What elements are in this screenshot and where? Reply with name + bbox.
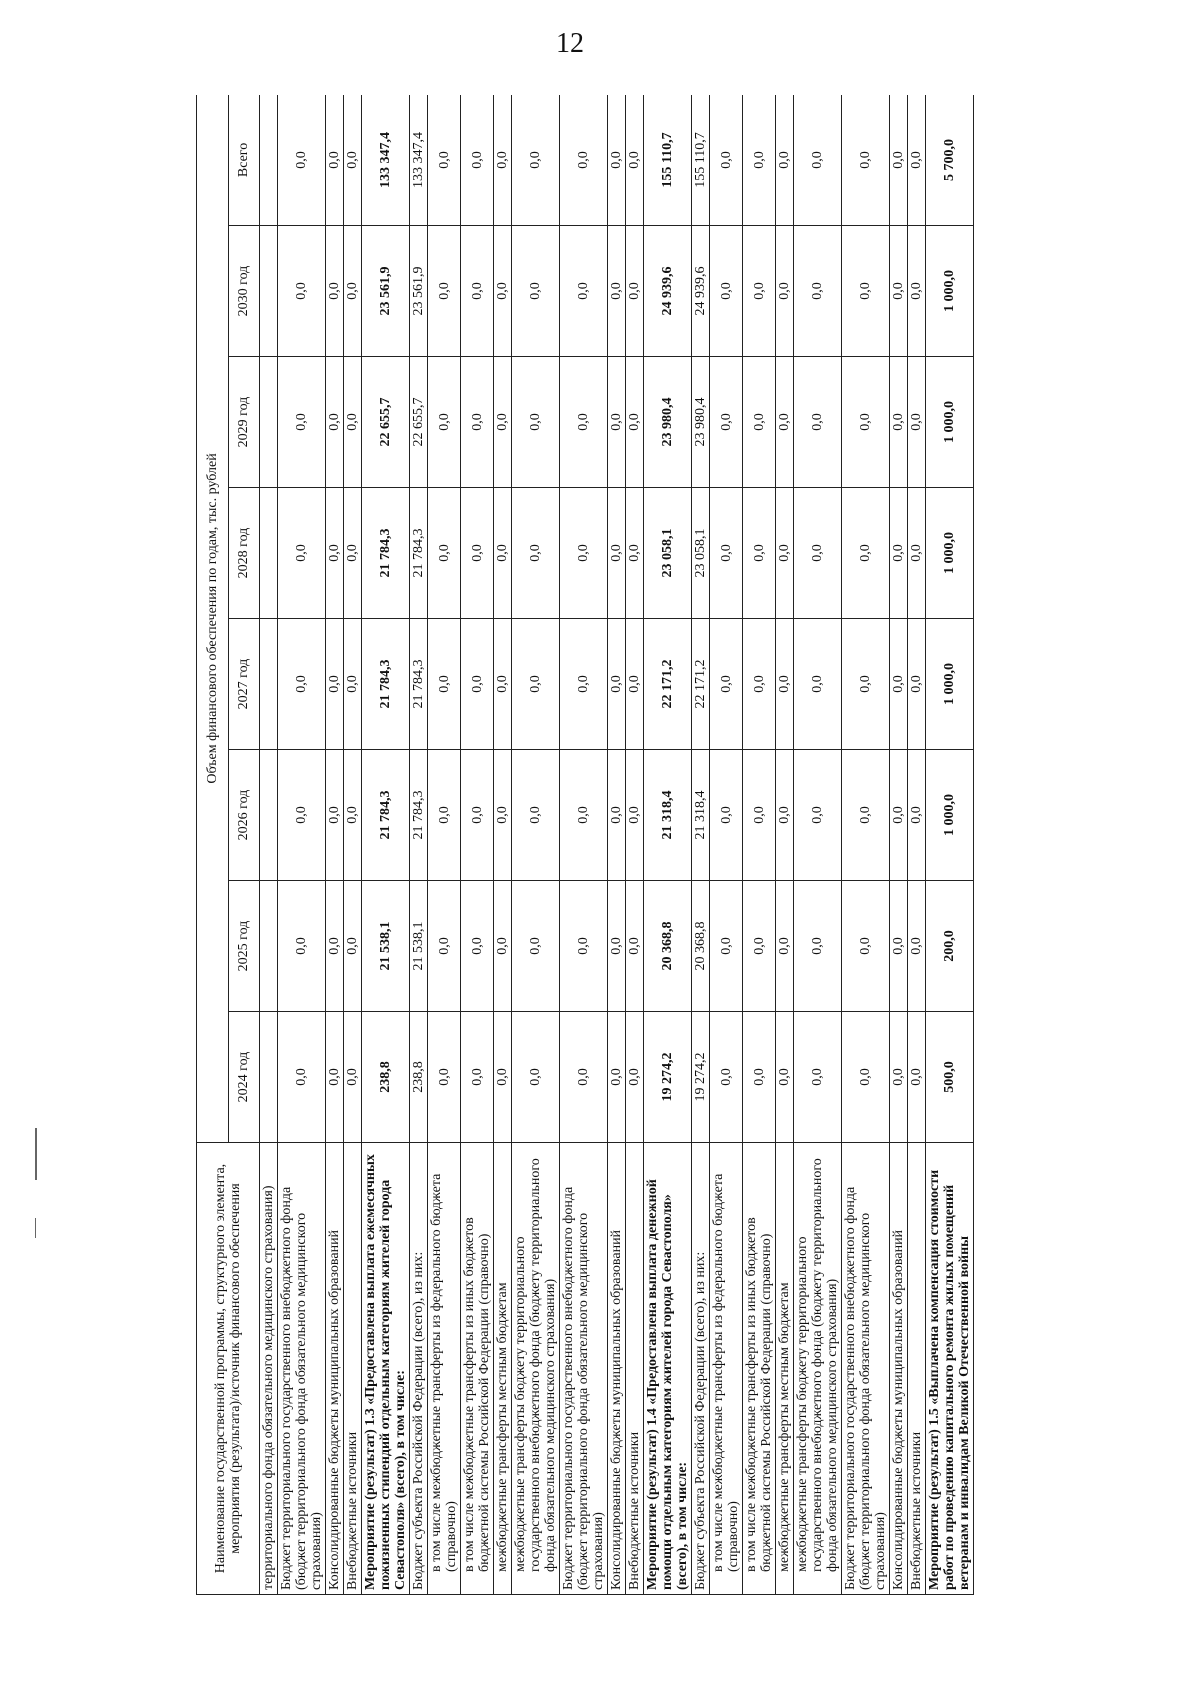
row-value-cell: 0,0 — [512, 226, 560, 357]
row-value-cell: 0,0 — [890, 488, 908, 619]
table-row — [326, 95, 344, 1595]
row-value-cell: 0,0 — [776, 488, 794, 619]
table-row — [842, 95, 890, 1595]
row-value-cell: 0,0 — [278, 619, 326, 750]
row-name-cell: Бюджет территориального государственного внебюджетного фонда (бюджет территориального фонда обязательного медицинского страхования) — [842, 1143, 890, 1595]
row-value-cell: 0,0 — [842, 95, 890, 226]
row-value-cell: 19 274,2 — [644, 1012, 692, 1143]
row-value-cell: 0,0 — [278, 95, 326, 226]
row-value-cell: 22 171,2 — [692, 619, 710, 750]
row-value-cell: 0,0 — [428, 357, 461, 488]
row-value-cell: 0,0 — [908, 881, 926, 1012]
row-value-cell: 0,0 — [743, 357, 776, 488]
row-value-cell: 0,0 — [344, 488, 362, 619]
row-value-cell: 0,0 — [890, 619, 908, 750]
header-year-cell: 2029 год — [228, 357, 260, 488]
row-value-cell: 0,0 — [560, 1012, 608, 1143]
row-value-cell: 0,0 — [494, 619, 512, 750]
row-value-cell: 0,0 — [461, 619, 494, 750]
row-value-cell: 0,0 — [512, 881, 560, 1012]
table-row — [278, 95, 326, 1595]
row-value-cell: 0,0 — [626, 357, 644, 488]
scan-margin-mark — [35, 1218, 36, 1238]
header-year-cell: 2026 год — [228, 750, 260, 881]
row-value-cell: 24 939,6 — [644, 226, 692, 357]
row-value-cell: 0,0 — [428, 881, 461, 1012]
row-value-cell: 5 700,0 — [926, 95, 974, 226]
row-name-cell: в том числе межбюджетные трансферты из федерального бюджета (справочно) — [428, 1143, 461, 1595]
table-row — [908, 95, 926, 1595]
row-value-cell: 0,0 — [560, 750, 608, 881]
row-value-cell — [260, 619, 278, 750]
row-value-cell: 0,0 — [461, 750, 494, 881]
row-value-cell: 0,0 — [344, 357, 362, 488]
row-value-cell: 0,0 — [776, 750, 794, 881]
row-value-cell: 0,0 — [626, 95, 644, 226]
row-value-cell: 0,0 — [776, 881, 794, 1012]
row-value-cell: 21 784,3 — [410, 750, 428, 881]
table-row — [494, 95, 512, 1595]
row-value-cell: 0,0 — [842, 357, 890, 488]
row-value-cell: 0,0 — [743, 95, 776, 226]
row-value-cell: 0,0 — [512, 357, 560, 488]
row-value-cell: 23 058,1 — [644, 488, 692, 619]
row-value-cell: 0,0 — [494, 95, 512, 226]
table-body — [260, 95, 974, 1595]
row-value-cell — [260, 488, 278, 619]
row-value-cell: 0,0 — [428, 619, 461, 750]
row-value-cell: 155 110,7 — [644, 95, 692, 226]
row-value-cell: 0,0 — [908, 488, 926, 619]
row-value-cell: 0,0 — [626, 750, 644, 881]
row-value-cell: 21 538,1 — [362, 881, 410, 1012]
row-value-cell: 0,0 — [428, 750, 461, 881]
row-name-cell: межбюджетные трансферты местным бюджетам — [494, 1143, 512, 1595]
row-value-cell: 0,0 — [344, 619, 362, 750]
row-value-cell: 0,0 — [908, 95, 926, 226]
table-row — [344, 95, 362, 1595]
row-value-cell: 0,0 — [842, 881, 890, 1012]
table-row — [644, 95, 692, 1595]
row-value-cell: 0,0 — [743, 226, 776, 357]
row-value-cell: 0,0 — [710, 488, 743, 619]
row-name-cell: межбюджетные трансферты бюджету территориального государственного внебюджетного фонда (бюджету территориального фонда обязательного медицинского страхования) — [512, 1143, 560, 1595]
row-value-cell: 23 980,4 — [692, 357, 710, 488]
row-value-cell: 0,0 — [560, 619, 608, 750]
row-value-cell: 0,0 — [608, 95, 626, 226]
row-value-cell: 0,0 — [626, 881, 644, 1012]
row-value-cell: 200,0 — [926, 881, 974, 1012]
row-value-cell — [260, 1012, 278, 1143]
row-value-cell: 0,0 — [710, 750, 743, 881]
row-value-cell: 22 171,2 — [644, 619, 692, 750]
row-name-cell: в том числе межбюджетные трансферты из иных бюджетов бюджетной системы Российской Федерации (справочно) — [743, 1143, 776, 1595]
row-value-cell: 0,0 — [842, 750, 890, 881]
row-value-cell: 0,0 — [512, 95, 560, 226]
rotated-table-layer — [196, 95, 1116, 1595]
row-value-cell: 1 000,0 — [926, 488, 974, 619]
row-value-cell: 0,0 — [743, 488, 776, 619]
row-value-cell: 0,0 — [794, 357, 842, 488]
table-row — [710, 95, 743, 1595]
row-value-cell — [260, 226, 278, 357]
row-value-cell — [260, 881, 278, 1012]
row-value-cell: 0,0 — [428, 95, 461, 226]
row-value-cell: 0,0 — [608, 488, 626, 619]
table-row — [362, 95, 410, 1595]
row-value-cell: 0,0 — [776, 357, 794, 488]
row-value-cell: 0,0 — [278, 881, 326, 1012]
row-value-cell: 0,0 — [326, 881, 344, 1012]
row-name-cell: Консолидированные бюджеты муниципальных образований — [890, 1143, 908, 1595]
row-value-cell: 0,0 — [743, 619, 776, 750]
row-value-cell: 0,0 — [461, 357, 494, 488]
row-value-cell: 0,0 — [326, 95, 344, 226]
row-value-cell: 0,0 — [842, 619, 890, 750]
row-value-cell: 0,0 — [278, 1012, 326, 1143]
row-value-cell: 0,0 — [326, 619, 344, 750]
row-value-cell: 0,0 — [344, 881, 362, 1012]
row-value-cell: 23 980,4 — [644, 357, 692, 488]
table-row — [794, 95, 842, 1595]
financing-table-container — [196, 95, 1116, 1595]
row-value-cell — [260, 357, 278, 488]
row-value-cell: 0,0 — [461, 226, 494, 357]
row-value-cell: 0,0 — [512, 488, 560, 619]
row-value-cell: 20 368,8 — [692, 881, 710, 1012]
row-name-cell: Бюджет территориального государственного внебюджетного фонда (бюджет территориального фонда обязательного медицинского страхования) — [278, 1143, 326, 1595]
row-value-cell: 0,0 — [560, 357, 608, 488]
row-value-cell: 0,0 — [608, 1012, 626, 1143]
row-value-cell: 0,0 — [326, 226, 344, 357]
row-value-cell: 0,0 — [494, 1012, 512, 1143]
row-value-cell: 0,0 — [560, 226, 608, 357]
row-value-cell: 0,0 — [890, 95, 908, 226]
row-value-cell: 22 655,7 — [362, 357, 410, 488]
row-value-cell: 0,0 — [626, 1012, 644, 1143]
row-value-cell: 21 784,3 — [410, 619, 428, 750]
row-value-cell: 0,0 — [278, 357, 326, 488]
row-value-cell: 0,0 — [776, 619, 794, 750]
row-value-cell: 21 784,3 — [362, 750, 410, 881]
header-year-cell: 2025 год — [228, 881, 260, 1012]
row-value-cell: 1 000,0 — [926, 357, 974, 488]
row-name-cell: территориального фонда обязательного медицинского страхования) — [260, 1143, 278, 1595]
row-value-cell — [260, 95, 278, 226]
row-value-cell: 0,0 — [710, 95, 743, 226]
row-value-cell: 0,0 — [776, 1012, 794, 1143]
row-value-cell: 0,0 — [494, 357, 512, 488]
row-name-cell: Мероприятие (результат) 1.3 «Предоставлена выплата ежемесячных пожизненных стипендий отдельным категориям жителей города Севастополя» (всего), в том числе: — [362, 1143, 410, 1595]
row-value-cell: 0,0 — [890, 357, 908, 488]
header-year-cell: Всего — [228, 95, 260, 226]
row-value-cell: 0,0 — [908, 750, 926, 881]
table-row — [626, 95, 644, 1595]
row-name-cell: межбюджетные трансферты местным бюджетам — [776, 1143, 794, 1595]
row-value-cell: 0,0 — [344, 95, 362, 226]
row-value-cell: 0,0 — [494, 750, 512, 881]
row-value-cell: 21 318,4 — [692, 750, 710, 881]
row-value-cell: 0,0 — [428, 488, 461, 619]
row-value-cell: 0,0 — [608, 357, 626, 488]
row-value-cell: 0,0 — [560, 881, 608, 1012]
table-row — [512, 95, 560, 1595]
header-group-cell: Объем финансового обеспечения по годам, тыс. рублей — [197, 95, 229, 1143]
row-value-cell: 0,0 — [710, 1012, 743, 1143]
row-value-cell: 0,0 — [908, 357, 926, 488]
row-value-cell: 1 000,0 — [926, 619, 974, 750]
row-value-cell: 0,0 — [776, 226, 794, 357]
row-value-cell: 21 538,1 — [410, 881, 428, 1012]
row-value-cell: 0,0 — [626, 488, 644, 619]
row-value-cell: 1 000,0 — [926, 226, 974, 357]
row-value-cell: 0,0 — [776, 95, 794, 226]
row-name-cell: Внебюджетные источники — [626, 1143, 644, 1595]
scan-margin-mark — [35, 1128, 37, 1180]
row-value-cell: 0,0 — [794, 488, 842, 619]
row-value-cell: 0,0 — [428, 1012, 461, 1143]
row-value-cell: 0,0 — [842, 226, 890, 357]
row-value-cell: 0,0 — [842, 1012, 890, 1143]
table-row — [743, 95, 776, 1595]
row-value-cell: 500,0 — [926, 1012, 974, 1143]
table-row — [410, 95, 428, 1595]
row-value-cell: 24 939,6 — [692, 226, 710, 357]
header-name-cell: Наименование государственной программы, структурного элемента, мероприятия (результата)/источник финансового обеспечения — [197, 1143, 260, 1595]
table-row — [461, 95, 494, 1595]
row-value-cell: 0,0 — [890, 226, 908, 357]
row-name-cell: Консолидированные бюджеты муниципальных образований — [608, 1143, 626, 1595]
row-value-cell: 0,0 — [908, 226, 926, 357]
row-value-cell: 0,0 — [344, 750, 362, 881]
row-value-cell: 0,0 — [326, 1012, 344, 1143]
row-value-cell: 23 058,1 — [692, 488, 710, 619]
row-value-cell: 22 655,7 — [410, 357, 428, 488]
table-header-row — [197, 95, 229, 1595]
table-row — [926, 95, 974, 1595]
table-row — [260, 95, 278, 1595]
table-row — [608, 95, 626, 1595]
row-name-cell: Бюджет территориального государственного внебюджетного фонда (бюджет территориального фонда обязательного медицинского страхования) — [560, 1143, 608, 1595]
table-row — [428, 95, 461, 1595]
row-value-cell: 0,0 — [608, 619, 626, 750]
row-value-cell: 0,0 — [461, 488, 494, 619]
row-value-cell: 0,0 — [710, 619, 743, 750]
row-name-cell: в том числе межбюджетные трансферты из иных бюджетов бюджетной системы Российской Федерации (справочно) — [461, 1143, 494, 1595]
header-year-cell: 2027 год — [228, 619, 260, 750]
row-name-cell: Мероприятие (результат) 1.5 «Выплачена компенсация стоимости работ по проведению капитального ремонта жилых помещений ветеранам и инвалидам Великой Отечественной войны — [926, 1143, 974, 1595]
row-value-cell: 19 274,2 — [692, 1012, 710, 1143]
row-value-cell: 0,0 — [278, 488, 326, 619]
header-year-cell: 2024 год — [228, 1012, 260, 1143]
row-value-cell: 0,0 — [344, 226, 362, 357]
row-name-cell: Консолидированные бюджеты муниципальных образований — [326, 1143, 344, 1595]
row-value-cell: 0,0 — [794, 619, 842, 750]
row-name-cell: Мероприятие (результат) 1.4 «Предоставлена выплата денежной помощи отдельным категориям жителей города Севастополя» (всего), в том числе: — [644, 1143, 692, 1595]
row-value-cell: 1 000,0 — [926, 750, 974, 881]
row-value-cell: 0,0 — [710, 881, 743, 1012]
row-value-cell: 0,0 — [326, 488, 344, 619]
row-value-cell: 0,0 — [461, 95, 494, 226]
row-value-cell: 0,0 — [710, 226, 743, 357]
row-value-cell: 0,0 — [560, 488, 608, 619]
row-value-cell: 23 561,9 — [410, 226, 428, 357]
row-value-cell: 0,0 — [428, 226, 461, 357]
row-value-cell: 0,0 — [626, 619, 644, 750]
row-value-cell: 23 561,9 — [362, 226, 410, 357]
row-value-cell: 0,0 — [512, 619, 560, 750]
row-value-cell: 21 784,3 — [362, 488, 410, 619]
row-value-cell: 0,0 — [278, 226, 326, 357]
row-value-cell: 238,8 — [410, 1012, 428, 1143]
row-value-cell: 0,0 — [512, 750, 560, 881]
row-value-cell: 21 784,3 — [410, 488, 428, 619]
header-year-cell: 2028 год — [228, 488, 260, 619]
row-value-cell: 0,0 — [608, 881, 626, 1012]
row-value-cell: 0,0 — [326, 357, 344, 488]
row-value-cell: 0,0 — [743, 881, 776, 1012]
row-value-cell: 0,0 — [626, 226, 644, 357]
row-name-cell: Бюджет субъекта Российской Федерации (всего), из них: — [692, 1143, 710, 1595]
row-value-cell: 0,0 — [608, 750, 626, 881]
row-value-cell: 0,0 — [461, 1012, 494, 1143]
row-value-cell: 238,8 — [362, 1012, 410, 1143]
row-value-cell: 0,0 — [278, 750, 326, 881]
row-value-cell: 0,0 — [326, 750, 344, 881]
row-value-cell: 0,0 — [908, 1012, 926, 1143]
row-value-cell: 0,0 — [512, 1012, 560, 1143]
row-value-cell: 0,0 — [908, 619, 926, 750]
row-name-cell: Бюджет субъекта Российской Федерации (всего), из них: — [410, 1143, 428, 1595]
table-row — [776, 95, 794, 1595]
row-value-cell — [260, 750, 278, 881]
row-value-cell: 0,0 — [494, 226, 512, 357]
row-value-cell: 0,0 — [794, 881, 842, 1012]
row-value-cell: 0,0 — [794, 750, 842, 881]
row-value-cell: 0,0 — [794, 1012, 842, 1143]
row-value-cell: 0,0 — [842, 488, 890, 619]
row-value-cell: 0,0 — [344, 1012, 362, 1143]
table-row — [692, 95, 710, 1595]
row-value-cell: 133 347,4 — [362, 95, 410, 226]
row-value-cell: 0,0 — [794, 95, 842, 226]
table-row — [560, 95, 608, 1595]
row-value-cell: 0,0 — [743, 750, 776, 881]
row-value-cell: 21 784,3 — [362, 619, 410, 750]
row-value-cell: 0,0 — [890, 881, 908, 1012]
row-name-cell: в том числе межбюджетные трансферты из федерального бюджета (справочно) — [710, 1143, 743, 1595]
row-value-cell: 133 347,4 — [410, 95, 428, 226]
row-value-cell: 0,0 — [494, 488, 512, 619]
row-value-cell: 0,0 — [560, 95, 608, 226]
row-value-cell: 0,0 — [710, 357, 743, 488]
row-name-cell: Внебюджетные источники — [908, 1143, 926, 1595]
row-value-cell: 0,0 — [794, 226, 842, 357]
header-year-cell: 2030 год — [228, 226, 260, 357]
row-value-cell: 21 318,4 — [644, 750, 692, 881]
row-value-cell: 0,0 — [608, 226, 626, 357]
row-value-cell: 0,0 — [494, 881, 512, 1012]
row-value-cell: 0,0 — [461, 881, 494, 1012]
row-value-cell: 0,0 — [890, 750, 908, 881]
financing-table — [196, 95, 974, 1595]
table-row — [890, 95, 908, 1595]
row-name-cell: Внебюджетные источники — [344, 1143, 362, 1595]
row-value-cell: 155 110,7 — [692, 95, 710, 226]
row-value-cell: 20 368,8 — [644, 881, 692, 1012]
row-value-cell: 0,0 — [743, 1012, 776, 1143]
row-value-cell: 0,0 — [890, 1012, 908, 1143]
row-name-cell: межбюджетные трансферты бюджету территориального государственного внебюджетного фонда (бюджету территориального фонда обязательного медицинского страхования) — [794, 1143, 842, 1595]
page-number: 12 — [556, 28, 584, 59]
